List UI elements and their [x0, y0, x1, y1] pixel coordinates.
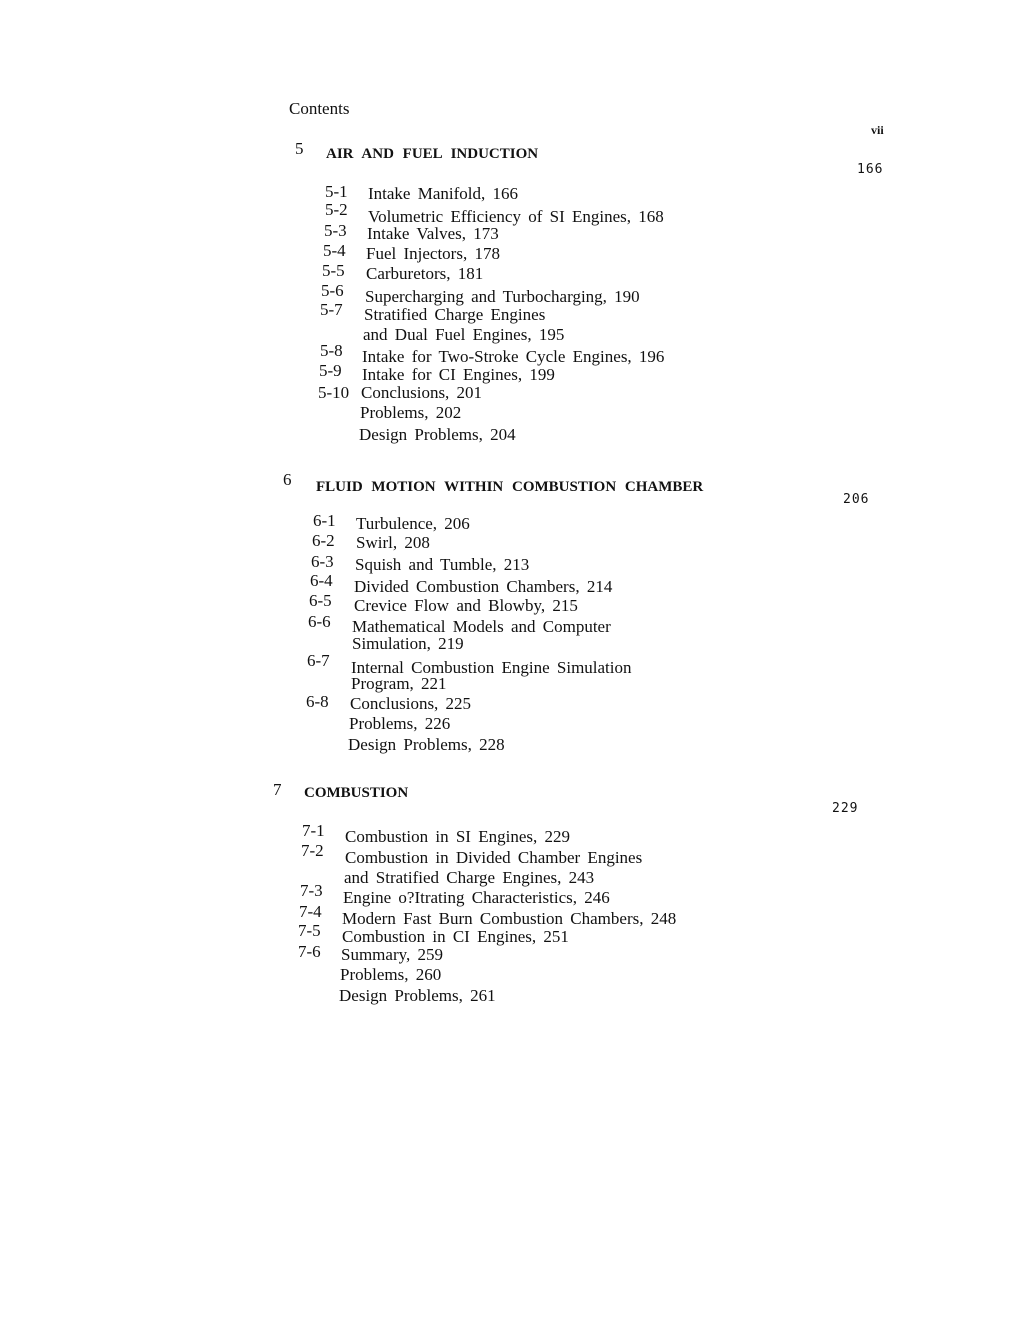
- section-number: 6-7: [307, 651, 330, 670]
- design-problems-entry: Design Problems, 261: [339, 986, 496, 1005]
- problems-entry: Problems, 202: [360, 403, 462, 422]
- section-title: Intake for CI Engines, 199: [362, 365, 555, 384]
- section-title: Supercharging and Turbocharging, 190: [365, 287, 640, 306]
- section-number: 6-5: [309, 591, 332, 610]
- section-title-continued: Simulation, 219: [352, 634, 464, 653]
- section-title: Internal Combustion Engine Simulation: [351, 658, 632, 677]
- section-number: 5-1: [325, 182, 348, 201]
- section-title: Conclusions, 201: [361, 383, 483, 402]
- section-title-continued: and Dual Fuel Engines, 195: [363, 325, 565, 344]
- design-problems-entry: Design Problems, 228: [348, 735, 505, 754]
- section-title-continued: Program, 221: [351, 674, 447, 693]
- section-number: 6-1: [313, 511, 336, 530]
- section-number: 7-4: [299, 902, 322, 921]
- section-title-continued: and Stratified Charge Engines, 243: [344, 868, 595, 887]
- section-number: 7-5: [298, 921, 321, 940]
- section-title: Combustion in CI Engines, 251: [342, 927, 569, 946]
- section-number: 5-8: [320, 341, 343, 360]
- chapter-number: 5: [295, 139, 304, 158]
- section-title: Conclusions, 225: [350, 694, 472, 713]
- chapter-number: 7: [273, 780, 282, 799]
- chapter-title: AIR AND FUEL INDUCTION: [326, 146, 539, 162]
- section-title: Stratified Charge Engines: [364, 305, 546, 324]
- section-number: 6-6: [308, 612, 331, 631]
- section-number: 6-3: [311, 552, 334, 571]
- section-number: 7-6: [298, 942, 321, 961]
- design-problems-entry: Design Problems, 204: [359, 425, 516, 444]
- chapter-title: FLUID MOTION WITHIN COMBUSTION CHAMBER: [316, 479, 704, 495]
- section-number: 6-4: [310, 571, 333, 590]
- section-number: 5-4: [323, 241, 346, 260]
- section-number: 6-8: [306, 692, 329, 711]
- section-number: 7-3: [300, 881, 323, 900]
- section-title: Engine o?Itrating Characteristics, 246: [343, 888, 610, 907]
- section-number: 5-9: [319, 361, 342, 380]
- running-header: Contents: [289, 99, 350, 118]
- chapter-page: 206: [843, 492, 870, 507]
- section-title: Modern Fast Burn Combustion Chambers, 248: [342, 909, 677, 928]
- section-title: Combustion in SI Engines, 229: [345, 827, 570, 846]
- chapter-page: 166: [857, 162, 884, 177]
- section-title: Turbulence, 206: [356, 514, 470, 533]
- section-number: 5-7: [320, 300, 343, 319]
- section-number: 5-6: [321, 281, 344, 300]
- section-title: Fuel Injectors, 178: [366, 244, 500, 263]
- chapter-page: 229: [832, 801, 859, 816]
- section-number: 5-10: [318, 383, 350, 402]
- section-title: Intake for Two-Stroke Cycle Engines, 196: [362, 347, 665, 366]
- section-title: Combustion in Divided Chamber Engines: [345, 848, 643, 867]
- chapter-number: 6: [283, 470, 292, 489]
- section-title: Summary, 259: [341, 945, 444, 964]
- section-number: 5-3: [324, 221, 347, 240]
- section-title: Mathematical Models and Computer: [352, 617, 611, 636]
- section-number: 6-2: [312, 531, 335, 550]
- section-number: 5-2: [325, 200, 348, 219]
- section-title: Intake Manifold, 166: [368, 184, 518, 203]
- problems-entry: Problems, 226: [349, 714, 451, 733]
- section-title: Carburetors, 181: [366, 264, 484, 283]
- chapter-title: COMBUSTION: [304, 785, 409, 801]
- section-title: Intake Valves, 173: [367, 224, 499, 243]
- section-title: Squish and Tumble, 213: [355, 555, 530, 574]
- section-title: Swirl, 208: [356, 533, 430, 552]
- page-number: vii: [871, 123, 884, 137]
- section-number: 7-1: [302, 821, 325, 840]
- section-title: Divided Combustion Chambers, 214: [354, 577, 613, 596]
- section-title: Volumetric Efficiency of SI Engines, 168: [368, 207, 664, 226]
- section-title: Crevice Flow and Blowby, 215: [354, 596, 578, 615]
- section-number: 5-5: [322, 261, 345, 280]
- section-number: 7-2: [301, 841, 324, 860]
- problems-entry: Problems, 260: [340, 965, 442, 984]
